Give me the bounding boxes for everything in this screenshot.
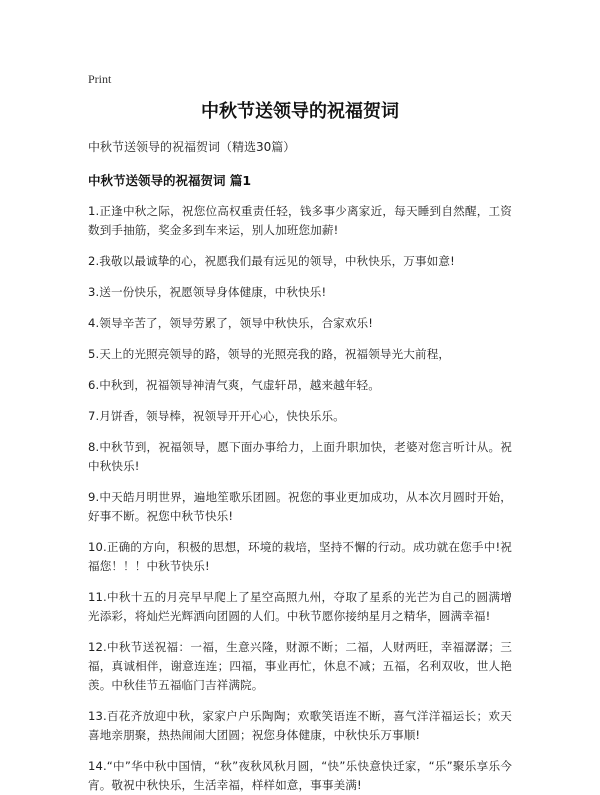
print-link[interactable]: Print bbox=[88, 72, 112, 86]
greeting-entry-12: 12.中秋节送祝福：一福，生意兴隆，财源不断；二福，人财两旺，幸福潺潺；三福，真诚相伴，谢意连连；四福，事业再忙，休息不减；五福，名利双收，世人艳羡。中秋佳节五福临门吉祥满院。 bbox=[88, 640, 512, 692]
greeting-entry-9: 9.中天皓月明世界，遍地笙歌乐团圆。祝您的事业更加成功，从本次月圆时开始，好事不断。祝您中秋节快乐! bbox=[88, 490, 512, 523]
subtitle: 中秋节送领导的祝福贺词（精选30篇） bbox=[88, 140, 296, 154]
greeting-entry-5: 5.天上的光照亮领导的路，领导的光照亮我的路，祝福领导光大前程， bbox=[88, 347, 451, 361]
greeting-entry-3: 3.送一份快乐，祝愿领导身体健康，中秋快乐! bbox=[88, 285, 327, 299]
greeting-entry-11: 11.中秋十五的月亮早早爬上了星空高照九州，夺取了星系的光芒为自己的圆满增光添彩，将灿烂光辉洒向团圆的人们。中秋节愿你接纳星月之精华，圆满幸福! bbox=[88, 590, 512, 623]
greeting-entry-6: 6.中秋到，祝福领导神清气爽，气虚轩昂，越来越年轻。 bbox=[88, 378, 380, 392]
greeting-entry-7: 7.月饼香，领导棒，祝领导开开心心，快快乐乐。 bbox=[88, 409, 345, 423]
page-title: 中秋节送领导的祝福贺词 bbox=[201, 101, 399, 122]
greeting-entry-8: 8.中秋节到，祝福领导，愿下面办事给力，上面升职加快，老婆对您言听计从。祝中秋快乐! bbox=[88, 440, 512, 473]
greeting-entry-10: 10.正确的方向，积极的思想，环境的栽培，坚持不懈的行动。成功就在您手中!祝福您！！！中秋节快乐! bbox=[88, 540, 512, 573]
greeting-entry-4: 4.领导辛苦了，领导劳累了，领导中秋快乐，合家欢乐! bbox=[88, 316, 373, 330]
greeting-entry-2: 2.我敬以最诚挚的心，祝愿我们最有远见的领导，中秋快乐，万事如意! bbox=[88, 254, 455, 268]
section-heading: 中秋节送领导的祝福贺词 篇1 bbox=[88, 173, 252, 188]
greeting-list bbox=[88, 202, 512, 795]
greeting-entry-14: 14.“中”华中秋中国情，“秋”夜秋风秋月圆，“快”乐快意快迁家，“乐”聚乐享乐今宵。敬祝中秋快乐，生活幸福，样样如意，事事美满! bbox=[88, 759, 512, 792]
greeting-entry-13: 13.百花齐放迎中秋，家家户户乐陶陶；欢歌笑语连不断，喜气洋洋福运长；欢天喜地亲朋聚，热热闹闹大团圆；祝您身体健康，中秋快乐万事顺! bbox=[88, 709, 512, 742]
greeting-entry-1: 1.正逢中秋之际，祝您位高权重责任轻，钱多事少离家近，每天睡到自然醒，工资数到手抽筋，奖金多到车来运，别人加班您加薪! bbox=[88, 204, 512, 237]
